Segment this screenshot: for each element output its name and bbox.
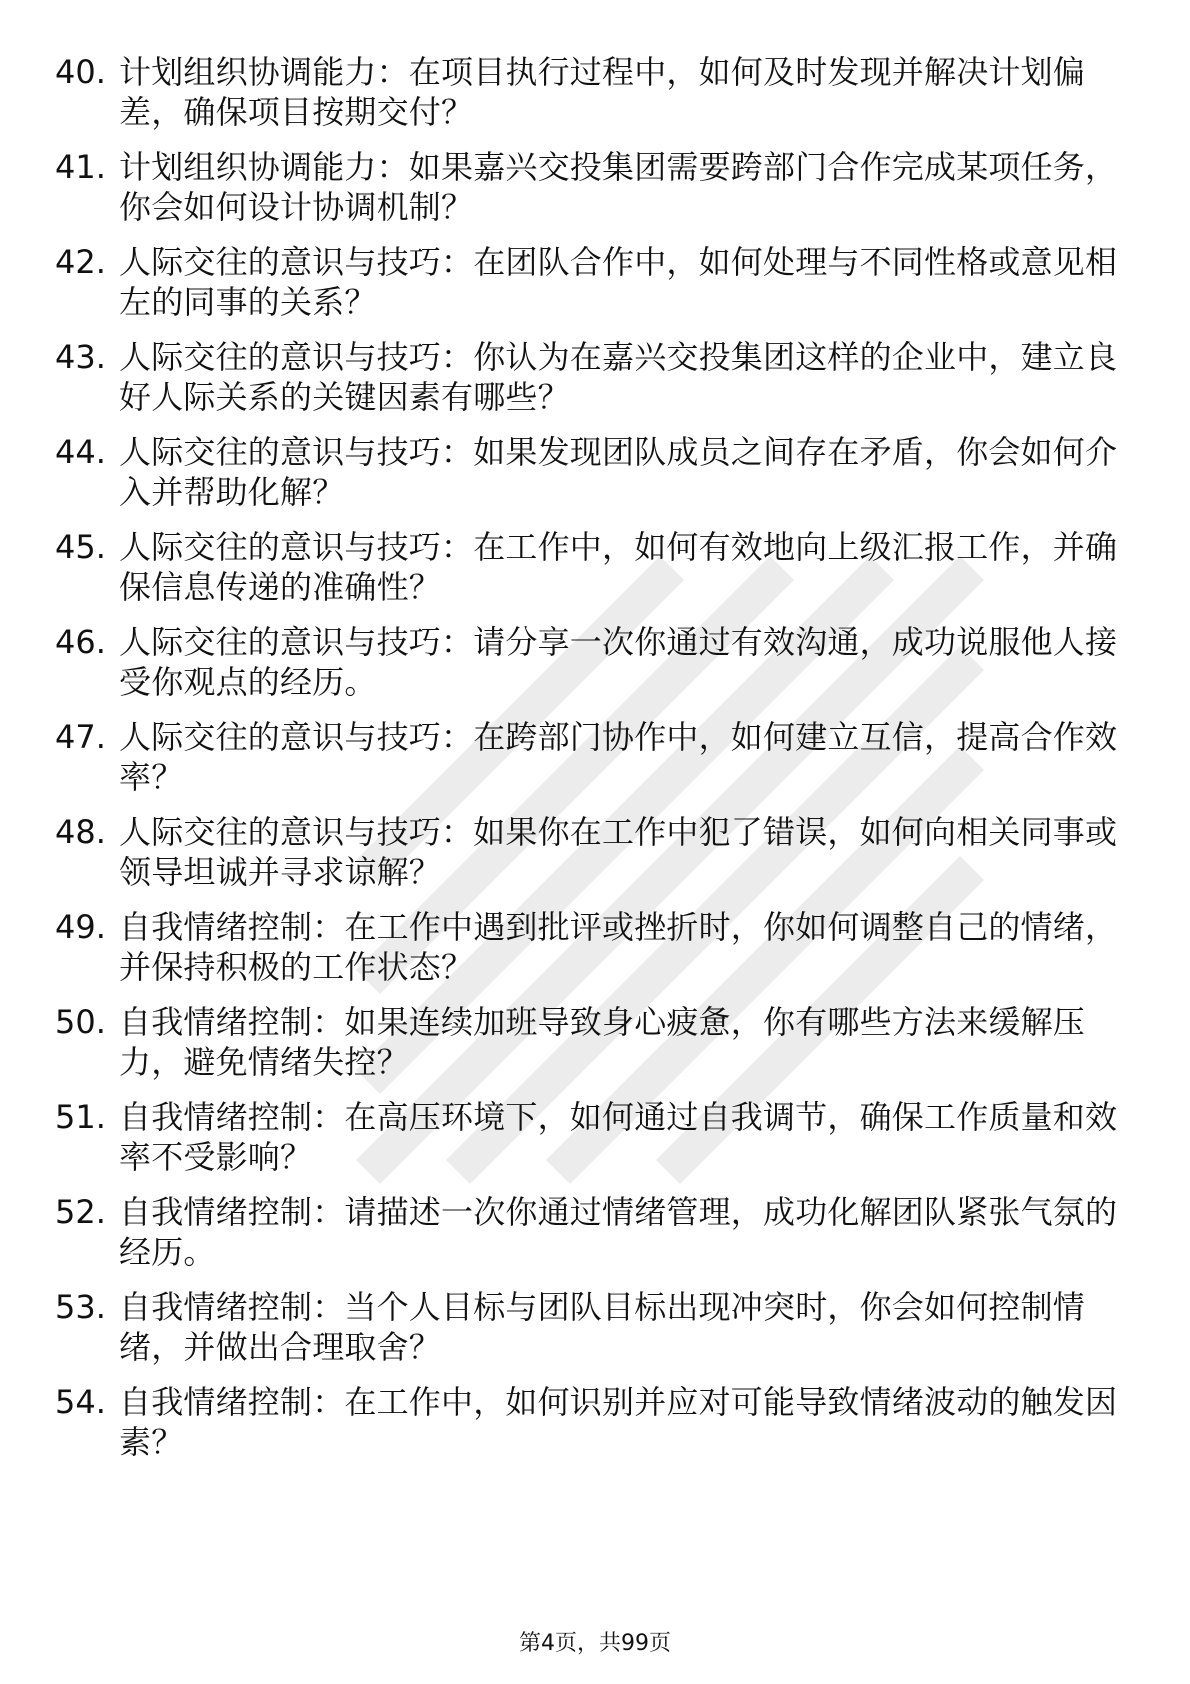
question-text: 人际交往的意识与技巧：在跨部门协作中，如何建立互信，提高合作效率？: [119, 718, 1118, 796]
list-item: [55, 52, 1130, 132]
list-item: [55, 717, 1130, 797]
list-item: [55, 147, 1130, 227]
question-number: 49.: [55, 908, 106, 946]
question-text: 自我情绪控制：当个人目标与团队目标出现冲突时，你会如何控制情绪，并做出合理取舍？: [119, 1288, 1086, 1366]
question-text: 自我情绪控制：在工作中，如何识别并应对可能导致情绪波动的触发因素？: [119, 1383, 1118, 1461]
question-text: 计划组织协调能力：如果嘉兴交投集团需要跨部门合作完成某项任务，你会如何设计协调机制？: [119, 148, 1118, 226]
question-number: 41.: [55, 148, 106, 186]
list-item: [55, 527, 1130, 607]
list-item: [55, 1097, 1130, 1177]
question-text: 自我情绪控制：如果连续加班导致身心疲惫，你有哪些方法来缓解压力，避免情绪失控？: [119, 1003, 1086, 1081]
list-item: [55, 812, 1130, 892]
list-item: [55, 1287, 1130, 1367]
question-number: 43.: [55, 338, 106, 376]
question-list: [55, 52, 1130, 1477]
list-item: [55, 1002, 1130, 1082]
question-text: 自我情绪控制：在高压环境下，如何通过自我调节，确保工作质量和效率不受影响？: [119, 1098, 1118, 1176]
list-item: [55, 907, 1130, 987]
question-text: 人际交往的意识与技巧：如果你在工作中犯了错误，如何向相关同事或领导坦诚并寻求谅解？: [119, 813, 1118, 891]
question-number: 52.: [55, 1193, 106, 1231]
question-number: 51.: [55, 1098, 106, 1136]
question-text: 人际交往的意识与技巧：在团队合作中，如何处理与不同性格或意见相左的同事的关系？: [119, 243, 1118, 321]
question-number: 54.: [55, 1383, 106, 1421]
question-text: 人际交往的意识与技巧：在工作中，如何有效地向上级汇报工作，并确保信息传递的准确性？: [119, 528, 1118, 606]
question-text: 人际交往的意识与技巧：你认为在嘉兴交投集团这样的企业中，建立良好人际关系的关键因素有哪些？: [119, 338, 1118, 416]
list-item: [55, 622, 1130, 702]
list-item: [55, 337, 1130, 417]
question-number: 50.: [55, 1003, 106, 1041]
question-number: 44.: [55, 433, 106, 471]
question-number: 47.: [55, 718, 106, 756]
question-number: 46.: [55, 623, 106, 661]
question-number: 48.: [55, 813, 106, 851]
list-item: [55, 1382, 1130, 1462]
list-item: [55, 242, 1130, 322]
question-text: 人际交往的意识与技巧：请分享一次你通过有效沟通，成功说服他人接受你观点的经历。: [119, 623, 1118, 701]
question-text: 自我情绪控制：请描述一次你通过情绪管理，成功化解团队紧张气氛的经历。: [119, 1193, 1118, 1271]
page-footer: 第4页，共99页: [519, 1631, 671, 1656]
question-number: 40.: [55, 53, 106, 91]
question-text: 计划组织协调能力：在项目执行过程中，如何及时发现并解决计划偏差，确保项目按期交付？: [119, 53, 1086, 131]
question-number: 45.: [55, 528, 106, 566]
question-text: 人际交往的意识与技巧：如果发现团队成员之间存在矛盾，你会如何介入并帮助化解？: [119, 433, 1118, 511]
question-text: 自我情绪控制：在工作中遇到批评或挫折时，你如何调整自己的情绪，并保持积极的工作状态？: [119, 908, 1118, 986]
list-item: [55, 1192, 1130, 1272]
question-number: 53.: [55, 1288, 106, 1326]
list-item: [55, 432, 1130, 512]
question-number: 42.: [55, 243, 106, 281]
